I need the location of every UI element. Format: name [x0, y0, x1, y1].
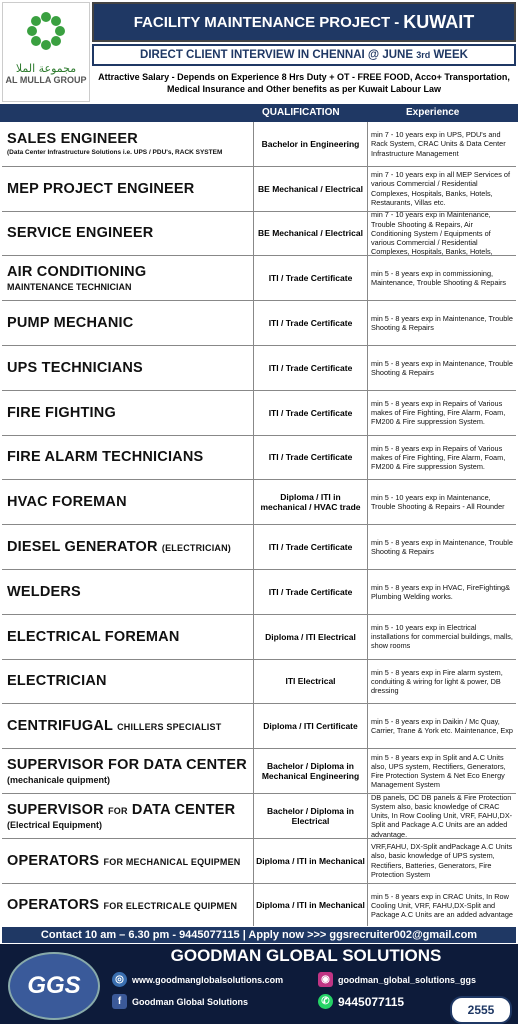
experience-cell: min 5 - 8 years exp in Maintenance, Trouble Shooting & Repairs	[371, 313, 513, 333]
job-title	[7, 315, 253, 331]
job-title	[7, 718, 253, 734]
job-title-connector: FOR	[108, 805, 128, 816]
table-row	[2, 212, 516, 257]
job-title-main: WELDERS	[7, 583, 81, 600]
instagram-handle[interactable]: goodman_global_solutions_ggs	[338, 974, 477, 985]
qualification-cell: BE Mechanical / Electrical	[254, 167, 368, 211]
qualification-cell: Bachelor / Diploma in Electrical	[254, 794, 368, 838]
job-title	[7, 584, 253, 600]
job-title-cell	[2, 480, 254, 524]
job-title-cell	[2, 256, 254, 300]
whatsapp-number[interactable]: 9445077115	[338, 994, 405, 1009]
job-title-main: SUPERVISOR FOR DATA CENTER	[7, 757, 247, 774]
perks-text: Attractive Salary - Depends on Experience 8 Hrs Duty + OT - FREE FOOD, Acco+ Transportation, Medical Insurance and Other benefits as per Kuwait Labour Law	[98, 72, 510, 94]
job-title-cell	[2, 525, 254, 569]
job-title-main: PUMP MECHANIC	[7, 315, 134, 332]
job-title-cell	[2, 839, 254, 883]
job-title	[7, 897, 253, 913]
experience-cell: min 5 - 8 years exp in CRAC Units, In Row Cooling Unit, VRF, FAHU,DX-Split and Package A.C Units are an added advantage	[371, 891, 513, 920]
qualification-cell: Bachelor in Engineering	[254, 122, 368, 166]
job-title	[7, 853, 253, 869]
facebook-page[interactable]: Goodman Global Solutions	[132, 996, 248, 1007]
qualification-header: QUALIFICATION	[262, 107, 340, 118]
table-row	[2, 839, 516, 884]
facebook-row[interactable]	[112, 994, 248, 1009]
table-row	[2, 391, 516, 436]
title-main: FACILITY MAINTENANCE PROJECT -	[133, 13, 400, 31]
qualification-cell: ITI / Trade Certificate	[254, 256, 368, 300]
job-title	[7, 449, 253, 465]
experience-header: Experience	[406, 107, 460, 118]
header	[0, 0, 518, 108]
job-title-inline: CHILLERS SPECIALIST	[117, 722, 222, 733]
experience-cell: min 5 - 8 years exp in Repairs of Various makes of Fire Fighting, Fire Alarm, Foam, FM200 & Fire suppression System.	[371, 398, 506, 427]
table-row	[2, 346, 516, 391]
footer	[0, 944, 518, 1024]
job-title-cell	[2, 660, 254, 704]
job-title-main: ELECTRICAL FOREMAN	[7, 628, 180, 645]
qualification-cell: Diploma / ITI Electrical	[254, 615, 368, 659]
whatsapp-icon: ✆	[318, 994, 333, 1009]
job-title	[7, 360, 253, 376]
job-title-main: OPERATORS	[7, 897, 100, 914]
job-subtitle: (Data Center Infrastructure Solutions i.e. UPS / PDU's, RACK SYSTEM	[7, 149, 223, 157]
experience-cell: min 5 - 8 years exp in Daikin / Mc Quay, Carrier, Trane & York etc. Maintenance, Exp	[371, 717, 513, 736]
job-title	[7, 629, 253, 645]
job-title-cell	[2, 570, 254, 614]
logo-english-text: AL MULLA GROUP	[5, 75, 87, 85]
table-row	[2, 749, 516, 794]
table-row	[2, 615, 516, 660]
job-title-cell	[2, 122, 254, 166]
job-title-main: UPS TECHNICIANS	[7, 359, 143, 376]
experience-cell: min 5 - 8 years exp in HVAC, FireFighting& Plumbing Welding works.	[371, 582, 510, 601]
experience-cell: min 5 - 8 years exp in Maintenance, Trouble Shooting & Repairs	[371, 537, 513, 557]
qualification-cell: Diploma / ITI Certificate	[254, 704, 368, 748]
subtitle-prefix: DIRECT CLIENT INTERVIEW IN CHENNAI @ JUNE	[140, 49, 414, 61]
job-title-cell	[2, 167, 254, 211]
al-mulla-emblem-icon	[24, 9, 68, 53]
website-link[interactable]: www.goodmanglobalsolutions.com	[132, 974, 284, 985]
job-title-main: CENTRIFUGAL	[7, 718, 113, 735]
experience-cell: min 7 - 10 years exp in UPS, PDU's and Rack System, CRAC Units & Data Center Infrastructure Management	[371, 130, 506, 158]
subtitle-week-label: WEEK	[433, 49, 468, 61]
job-title-cell	[2, 436, 254, 480]
title-country: KUWAIT	[403, 11, 475, 32]
job-title-main: AIR CONDITIONING	[7, 264, 147, 281]
contact-bar[interactable]: Contact 10 am – 6.30 pm - 9445077115 | Apply now >>> ggsrecruiter002@gmail.com	[2, 926, 516, 943]
job-title-cell	[2, 884, 254, 928]
table-row	[2, 884, 516, 929]
job-title-main: DIESEL GENERATOR	[7, 539, 158, 556]
job-title-main: FIRE ALARM TECHNICIANS	[7, 449, 204, 466]
ggs-logo: GGS	[8, 952, 100, 1020]
table-row	[2, 256, 516, 301]
job-title-cell	[2, 301, 254, 345]
table-row	[2, 436, 516, 481]
job-title	[7, 757, 253, 773]
website-row[interactable]	[112, 972, 283, 987]
job-title	[7, 539, 253, 555]
job-title-main: SERVICE ENGINEER	[7, 225, 154, 242]
job-title-inline: (ELECTRICIAN)	[161, 543, 231, 554]
job-title-main: SALES ENGINEER	[7, 131, 138, 148]
qualification-cell: ITI / Trade Certificate	[254, 346, 368, 390]
qualification-cell: ITI / Trade Certificate	[254, 525, 368, 569]
experience-cell: min 5 - 8 years exp in Repairs of Various makes of Fire Fighting, Fire Alarm, Foam, FM200 & Fire suppression System.	[371, 443, 506, 472]
table-row	[2, 480, 516, 525]
qualification-cell: ITI / Trade Certificate	[254, 436, 368, 480]
qualification-cell: ITI Electrical	[254, 660, 368, 704]
table-row	[2, 301, 516, 346]
job-title	[7, 264, 253, 280]
table-header	[0, 104, 518, 122]
experience-cell: min 5 - 8 years exp in Split and A.C Units also, UPS system, Rectifiers, Generators, Fire Protection System & Net Eco Energy Management System	[371, 752, 506, 790]
experience-cell: min 5 - 10 years exp in Electrical installations for commercial buildings, malls, show rooms	[371, 622, 513, 651]
post-number-badge: 2555	[450, 996, 512, 1024]
job-title-cell	[2, 794, 254, 838]
experience-cell: min 5 - 8 years exp in commissioning, Maintenance, Trouble Shooting & Repairs	[371, 269, 507, 288]
logo-arabic-text: مجموعة الملا	[15, 62, 77, 75]
qualification-cell: ITI / Trade Certificate	[254, 391, 368, 435]
job-title-main: SUPERVISOR	[7, 801, 104, 818]
job-title-cell	[2, 346, 254, 390]
job-title-inline: FOR ELECTRICALE QUIPMEN	[103, 901, 238, 912]
qualification-cell: ITI / Trade Certificate	[254, 301, 368, 345]
facebook-icon: f	[112, 994, 127, 1009]
job-title-second: DATA CENTER	[131, 801, 236, 818]
whatsapp-row[interactable]	[318, 994, 404, 1009]
experience-cell: min 7 - 10 years exp in all MEP Services of various Commercial / Residential Complexes, Hospitals, Banks, Hotels, Restaurants, Villas etc.	[371, 170, 510, 207]
job-title	[7, 802, 253, 818]
qualification-cell: Diploma / ITI in Mechanical	[254, 884, 368, 928]
qualification-cell: BE Mechanical / Electrical	[254, 212, 368, 256]
qualification-cell: ITI / Trade Certificate	[254, 570, 368, 614]
job-title-cell	[2, 391, 254, 435]
job-subtitle: (mechanicale quipment)	[7, 775, 111, 786]
al-mulla-logo	[2, 2, 90, 102]
subtitle-week-num: 3rd	[416, 50, 431, 60]
job-title	[7, 131, 253, 147]
table-row	[2, 704, 516, 749]
company-name: GOODMAN GLOBAL SOLUTIONS	[170, 946, 442, 965]
instagram-icon: ◉	[318, 972, 333, 987]
experience-cell: min 5 - 8 years exp in Fire alarm system, conduiting & wiring for light & power, DB dressing	[371, 667, 503, 696]
job-title	[7, 181, 253, 197]
experience-cell: min 7 - 10 years exp in Maintenance, Trouble Shooting & Repairs, Air Conditioning System / Equipments of various Commercial / Residential Complexes, Hospitals, Banks, Hotels,	[371, 210, 493, 257]
job-title-inline: FOR MECHANICAL EQUIPMEN	[103, 856, 241, 867]
job-title-cell	[2, 704, 254, 748]
job-title-main: OPERATORS	[7, 852, 100, 869]
job-title-main: ELECTRICIAN	[7, 673, 107, 690]
job-title	[7, 405, 253, 421]
table-row	[2, 122, 516, 167]
experience-cell: min 5 - 10 years exp in Maintenance, Trouble Shooting & Repairs - All Rounder	[371, 493, 505, 512]
job-title-cell	[2, 615, 254, 659]
jobs-table	[2, 122, 516, 928]
job-title-main: MEP PROJECT ENGINEER	[7, 180, 195, 197]
job-subtitle: (Electrical Equipment)	[7, 819, 103, 830]
table-row	[2, 525, 516, 570]
instagram-row[interactable]	[318, 972, 476, 987]
job-title-cell	[2, 749, 254, 793]
table-row	[2, 570, 516, 615]
job-title	[7, 494, 253, 510]
qualification-cell: Diploma / ITI in mechanical / HVAC trade	[254, 480, 368, 524]
qualification-cell: Diploma / ITI in Mechanical	[254, 839, 368, 883]
qualification-cell: Bachelor / Diploma in Mechanical Engineering	[254, 749, 368, 793]
job-title	[7, 225, 253, 241]
table-row	[2, 167, 516, 212]
job-subtitle: MAINTENANCE TECHNICIAN	[7, 282, 132, 293]
job-title	[7, 673, 253, 689]
job-title-cell	[2, 212, 254, 256]
table-row	[2, 660, 516, 705]
job-title-main: HVAC FOREMAN	[7, 494, 127, 511]
experience-cell: min 5 - 8 years exp in Maintenance, Trouble Shooting & Repairs	[371, 358, 513, 377]
job-title-main: FIRE FIGHTING	[7, 404, 116, 421]
globe-icon: ◎	[112, 972, 127, 987]
page-title	[92, 2, 516, 42]
table-row	[2, 794, 516, 839]
experience-cell: DB panels, DC DB panels & Fire Protection System also, basic knowledge of CRAC Units, In Row Cooling Unit, VRF, FAHU,DX-Split and Package A.C Units are an added advantage.	[371, 792, 513, 839]
experience-cell: VRF,FAHU, DX-Split andPackage A.C Units also, basic knowledge of UPS system, Rectifiers, Batteries, Generators, Fire Protection System	[371, 842, 513, 879]
interview-banner	[92, 44, 516, 66]
